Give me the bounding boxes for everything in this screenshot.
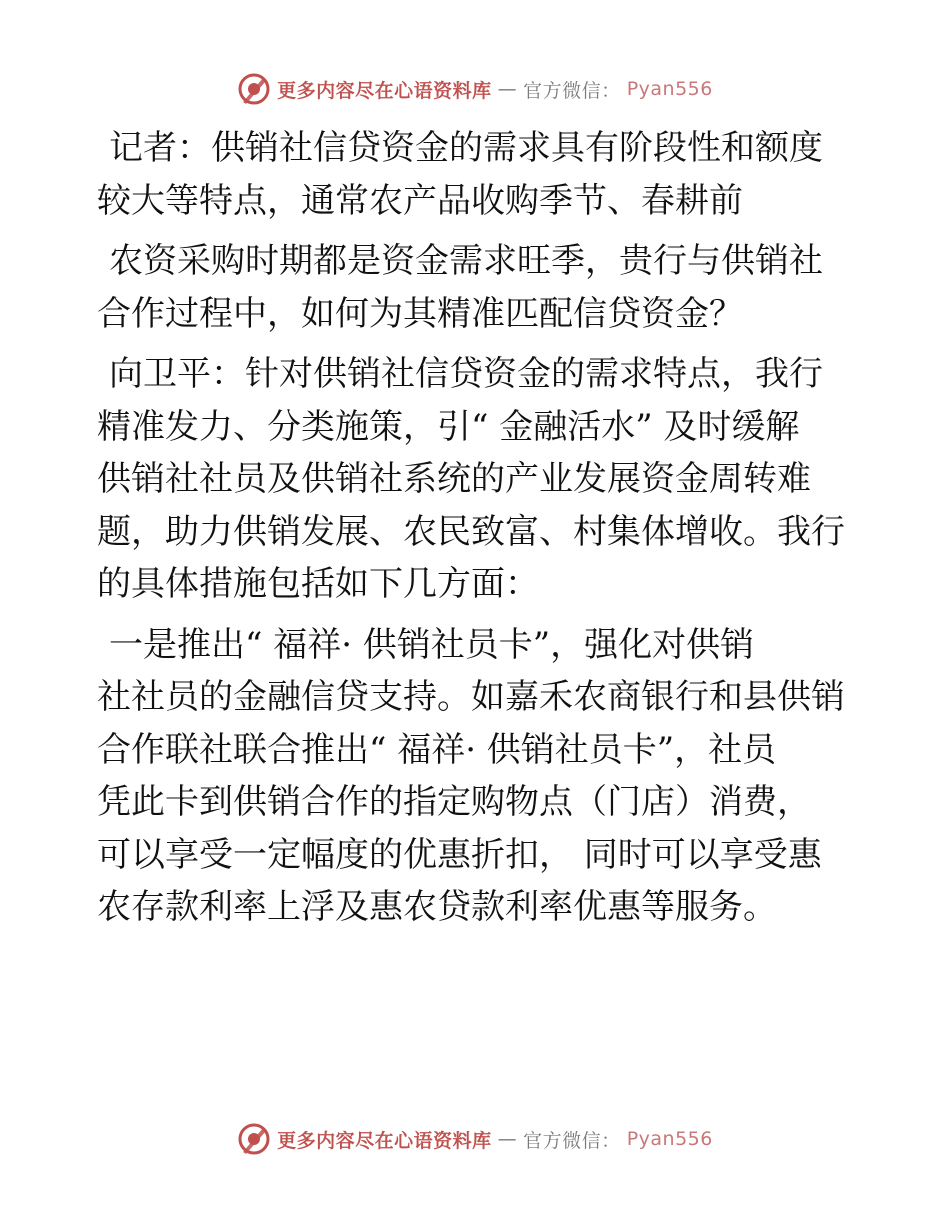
watermark-dash: — (497, 1128, 518, 1150)
watermark-wechat-label: 官方微信： (523, 79, 621, 102)
paragraph-measure-one (97, 619, 857, 934)
watermark-site-name: 更多内容尽在心语资料库 (277, 1129, 492, 1152)
text-line: 凭此卡到供销合作的指定购物点（门店）消费， (97, 782, 811, 822)
paragraph-question-cont (97, 235, 857, 340)
text-line: 供销社社员及供销社系统的产业发展资金周转难 (97, 459, 811, 499)
text-line: 一是推出“ 福祥· 供销社员卡”，强化对供销 (109, 624, 755, 665)
document-body (97, 122, 857, 942)
paragraph-question (97, 122, 857, 227)
paragraph-answer (97, 348, 857, 611)
text-line: 向卫平：针对供销社信贷资金的需求特点，我行 (109, 354, 823, 394)
text-line: 题，助力供销发展、农民致富、村集体增收。我行 (97, 511, 845, 552)
footer-watermark (0, 1122, 950, 1156)
watermark-wechat-label: 官方微信： (523, 1129, 621, 1152)
text-line: 合作过程中，如何为其精准匹配信贷资金？ (97, 293, 743, 334)
text-line: 社社员的金融信贷支持。如嘉禾农商银行和县供销 (97, 677, 845, 717)
text-line: 精准发力、分类施策，引“ 金融活水” 及时缓解 (97, 406, 800, 447)
text-line: 合作联社联合推出“ 福祥· 供销社员卡”，社员 (97, 729, 777, 770)
watermark-wechat-id: Pyan556 (626, 1128, 713, 1150)
text-line: 的具体措施包括如下几方面： (97, 564, 539, 604)
text-line: 农资采购时期都是资金需求旺季，贵行与供销社 (109, 241, 823, 281)
text-line: 农存款利率上浮及惠农贷款利率优惠等服务。 (97, 887, 777, 927)
header-watermark (0, 72, 950, 106)
text-line: 较大等特点，通常农产品收购季节、春耕前 (97, 180, 743, 221)
text-line: 记者：供销社信贷资金的需求具有阶段性和额度 (109, 128, 823, 168)
text-line: 可以享受一定幅度的优惠折扣， 同时可以享受惠 (97, 834, 822, 875)
watermark-site-name: 更多内容尽在心语资料库 (277, 79, 492, 102)
pen-logo-icon (237, 72, 271, 106)
watermark-dash: — (497, 78, 518, 100)
pen-logo-icon (237, 1122, 271, 1156)
watermark-wechat-id: Pyan556 (626, 78, 713, 100)
